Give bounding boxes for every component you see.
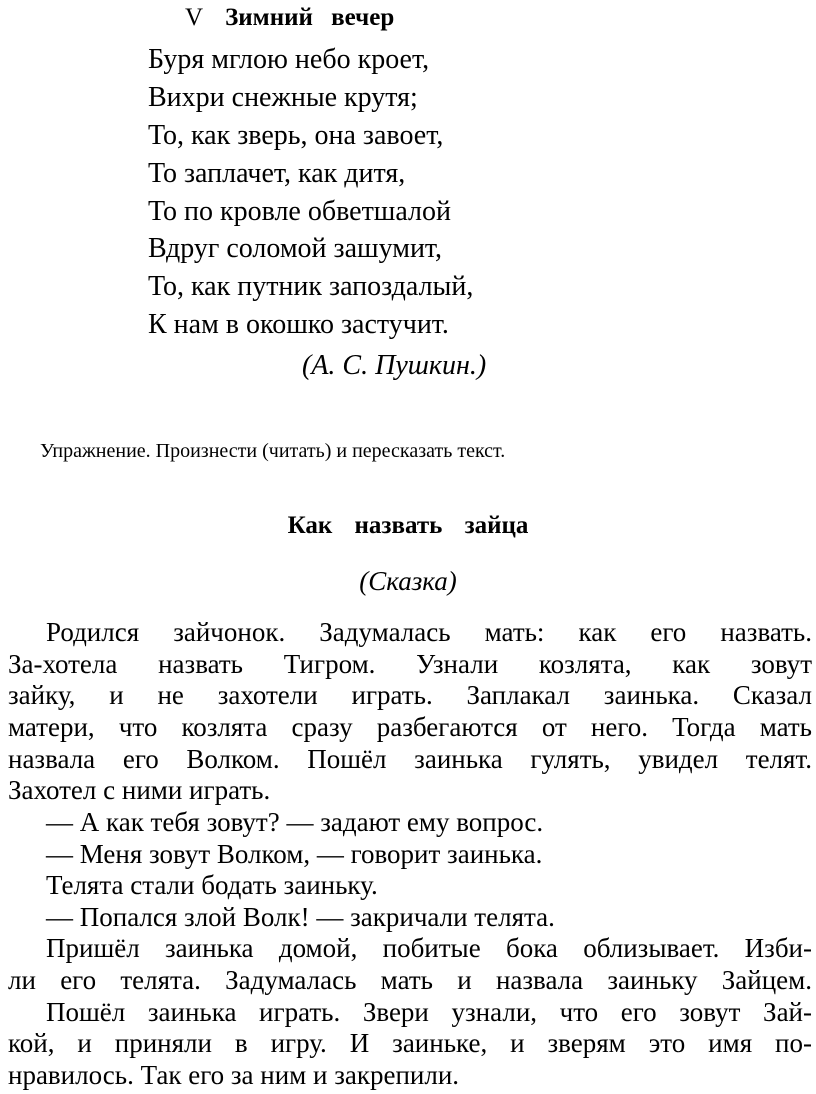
story-subtitle: (Сказка) — [359, 566, 457, 596]
poem-author: (А. С. Пушкин.) — [302, 350, 487, 381]
story-line: матери, что козлята сразу разбегаются от него. Тогда мать — [8, 712, 812, 742]
dialogue-line: — Попался злой Волк! — закричали телята. — [46, 902, 555, 932]
verse-line: То, как зверь, она завоет, — [148, 120, 444, 151]
story-line: зайку, и не захотели играть. Заплакал заинька. Сказал — [8, 680, 812, 710]
dialogue-line: — А как тебя зовут? — задают ему вопрос. — [46, 807, 544, 837]
story-line: ли его телята. Задумалась мать и назвала заиньку Зайцем. — [8, 965, 812, 995]
verse-line: К нам в окошко застучит. — [148, 309, 449, 340]
story-line: Телята стали бодать заиньку. — [46, 870, 378, 900]
dialogue-line: — Меня зовут Волком, — говорит заинька. — [46, 839, 543, 869]
verse-line: То, как путник запоздалый, — [148, 271, 474, 302]
story-line: назвала его Волком. Пошёл заинька гулять, увидел телят. — [8, 744, 812, 774]
poem-number: V — [185, 4, 204, 31]
exercise-instruction: Упражнение. Произнести (читать) и пересказать текст. — [40, 440, 506, 462]
verse-line: Буря мглою небо кроет, — [148, 44, 430, 75]
story-line: Пошёл заинька играть. Звери узнали, что его зовут Зай- — [46, 997, 812, 1027]
verse-line: Вихри снежные крутя; — [148, 82, 418, 113]
story-line: нравилось. Так его за ним и закрепили. — [8, 1060, 460, 1090]
story-line: Родился зайчонок. Задумалась мать: как его назвать. — [46, 617, 812, 647]
story-line: Захотел с ними играть. — [8, 775, 271, 805]
poem-title — [185, 4, 394, 32]
verse-line: То по кровле обветшалой — [148, 196, 451, 227]
poem-name: Зимний вечер — [225, 4, 395, 31]
story-title: Как назвать зайца — [287, 512, 529, 539]
story-line: кой, и приняли в игру. И заиньке, и зверям это имя по- — [8, 1028, 812, 1058]
story-line: Пришёл заинька домой, побитые бока облизывает. Изби- — [46, 933, 812, 963]
verse-line: То заплачет, как дитя, — [148, 158, 406, 189]
verse-line: Вдруг соломой зашумит, — [148, 233, 443, 264]
story-line: За-хотела назвать Тигром. Узнали козлята, как зовут — [8, 649, 812, 679]
